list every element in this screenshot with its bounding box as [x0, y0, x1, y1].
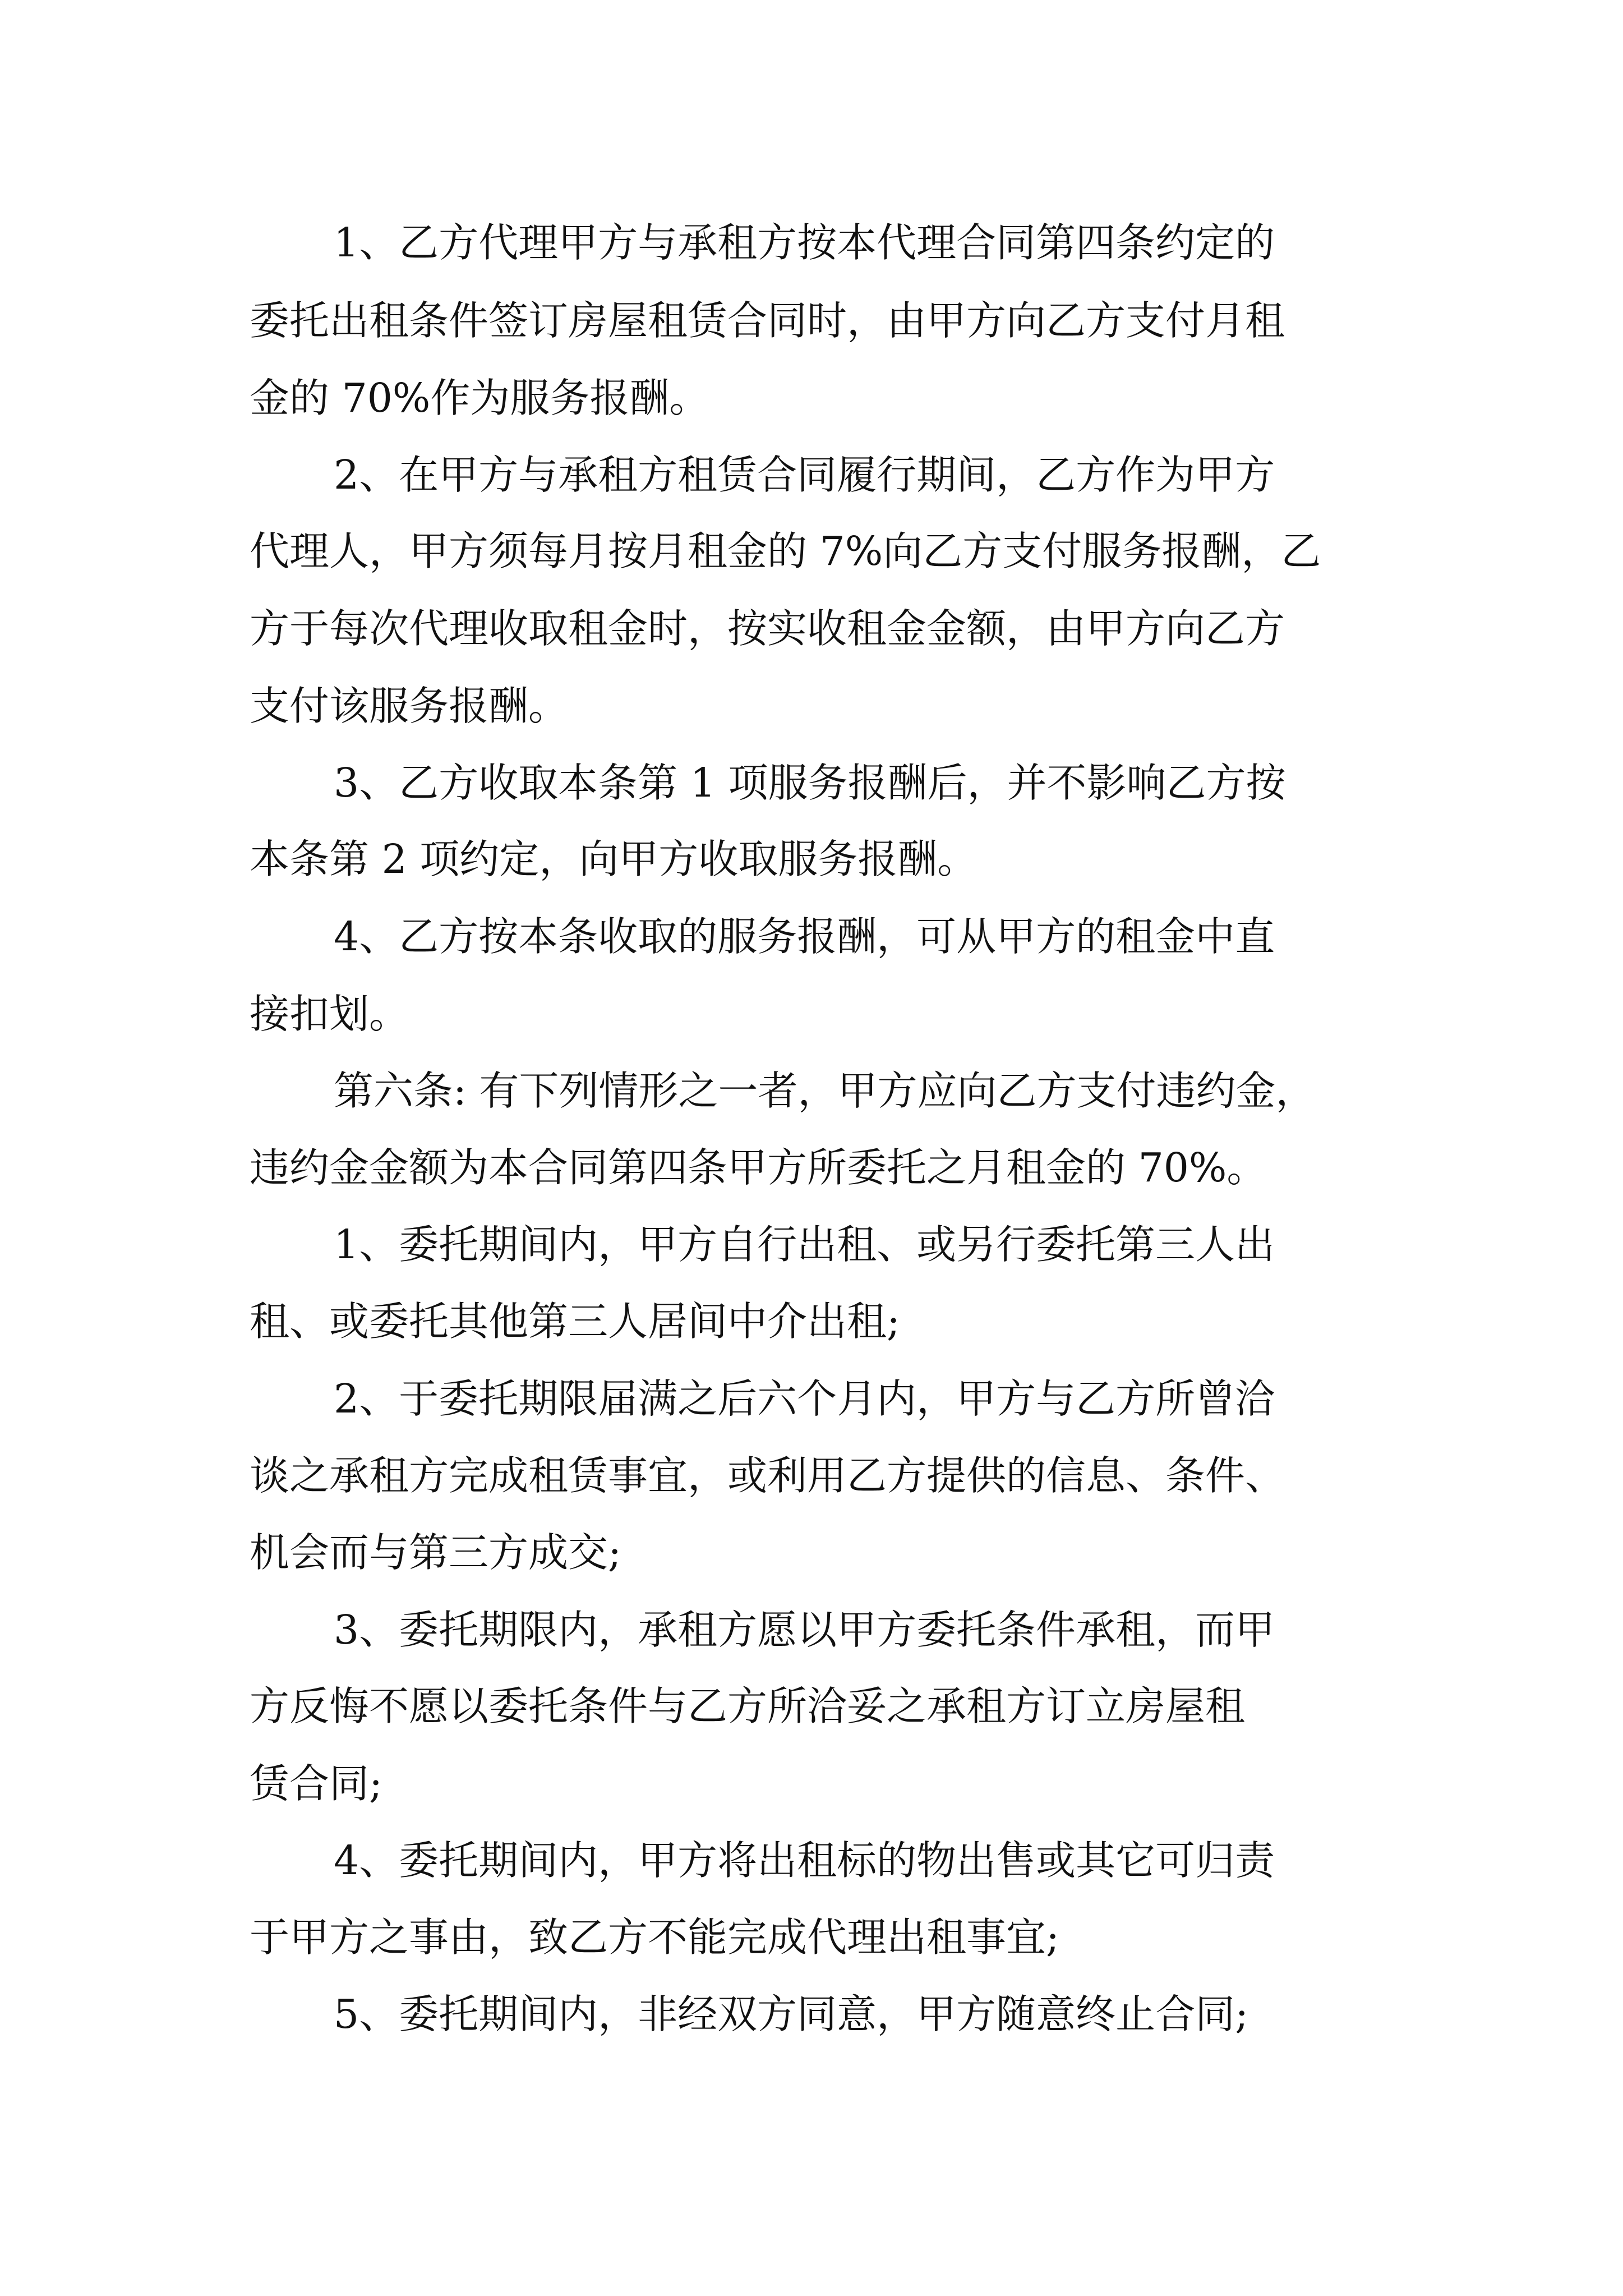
item-1-line-2: 租、或委托其他第三人居间中介出租; — [250, 1297, 900, 1345]
paragraph-1-line-2: 委托出租条件签订房屋租赁合同时，由甲方向乙方支付月租 — [250, 297, 1285, 344]
article-6-line-1: 第六条: 有下列情形之一者，甲方应向乙方支付违约金， — [334, 1067, 1316, 1114]
item-3-line-3: 赁合同; — [250, 1760, 382, 1807]
item-5-line-1: 5、委托期间内，非经双方同意，甲方随意终止合同; — [334, 1990, 1249, 2037]
paragraph-2-line-2: 代理人，甲方须每月按月租金的 7%向乙方支付服务报酬，乙 — [250, 527, 1321, 574]
item-2-line-1: 2、于委托期限届满之后六个月内，甲方与乙方所曾洽 — [334, 1375, 1275, 1422]
item-3-line-2: 方反悔不愿以委托条件与乙方所洽妥之承租方订立房屋租 — [250, 1682, 1246, 1729]
article-6-line-2: 违约金金额为本合同第四条甲方所委托之月租金的 70%。 — [250, 1144, 1267, 1191]
item-4-line-1: 4、委托期间内，甲方将出租标的物出售或其它可归责 — [334, 1837, 1275, 1884]
paragraph-2-line-3: 方于每次代理收取租金时，按实收租金金额，由甲方向乙方 — [250, 605, 1285, 652]
paragraph-2-line-1: 2、在甲方与承租方租赁合同履行期间，乙方作为甲方 — [334, 451, 1275, 498]
paragraph-1-line-1: 1、乙方代理甲方与承租方按本代理合同第四条约定的 — [334, 219, 1275, 266]
paragraph-3-line-1: 3、乙方收取本条第 1 项服务报酬后，并不影响乙方按 — [334, 759, 1286, 806]
paragraph-2-line-4: 支付该服务报酬。 — [250, 682, 569, 729]
paragraph-3-line-2: 本条第 2 项约定，向甲方收取服务报酬。 — [250, 835, 978, 882]
item-2-line-3: 机会而与第三方成交; — [250, 1529, 621, 1576]
item-1-line-1: 1、委托期间内，甲方自行出租、或另行委托第三人出 — [334, 1221, 1275, 1268]
item-4-line-2: 于甲方之事由，致乙方不能完成代理出租事宜; — [250, 1913, 1059, 1961]
paragraph-4-line-1: 4、乙方按本条收取的服务报酬，可从甲方的租金中直 — [334, 913, 1275, 960]
item-3-line-1: 3、委托期限内，承租方愿以甲方委托条件承租，而甲 — [334, 1606, 1275, 1653]
item-2-line-2: 谈之承租方完成租赁事宜，或利用乙方提供的信息、条件、 — [250, 1452, 1285, 1499]
paragraph-4-line-2: 接扣划。 — [250, 990, 409, 1037]
paragraph-1-line-3: 金的 70%作为服务报酬。 — [250, 374, 709, 421]
